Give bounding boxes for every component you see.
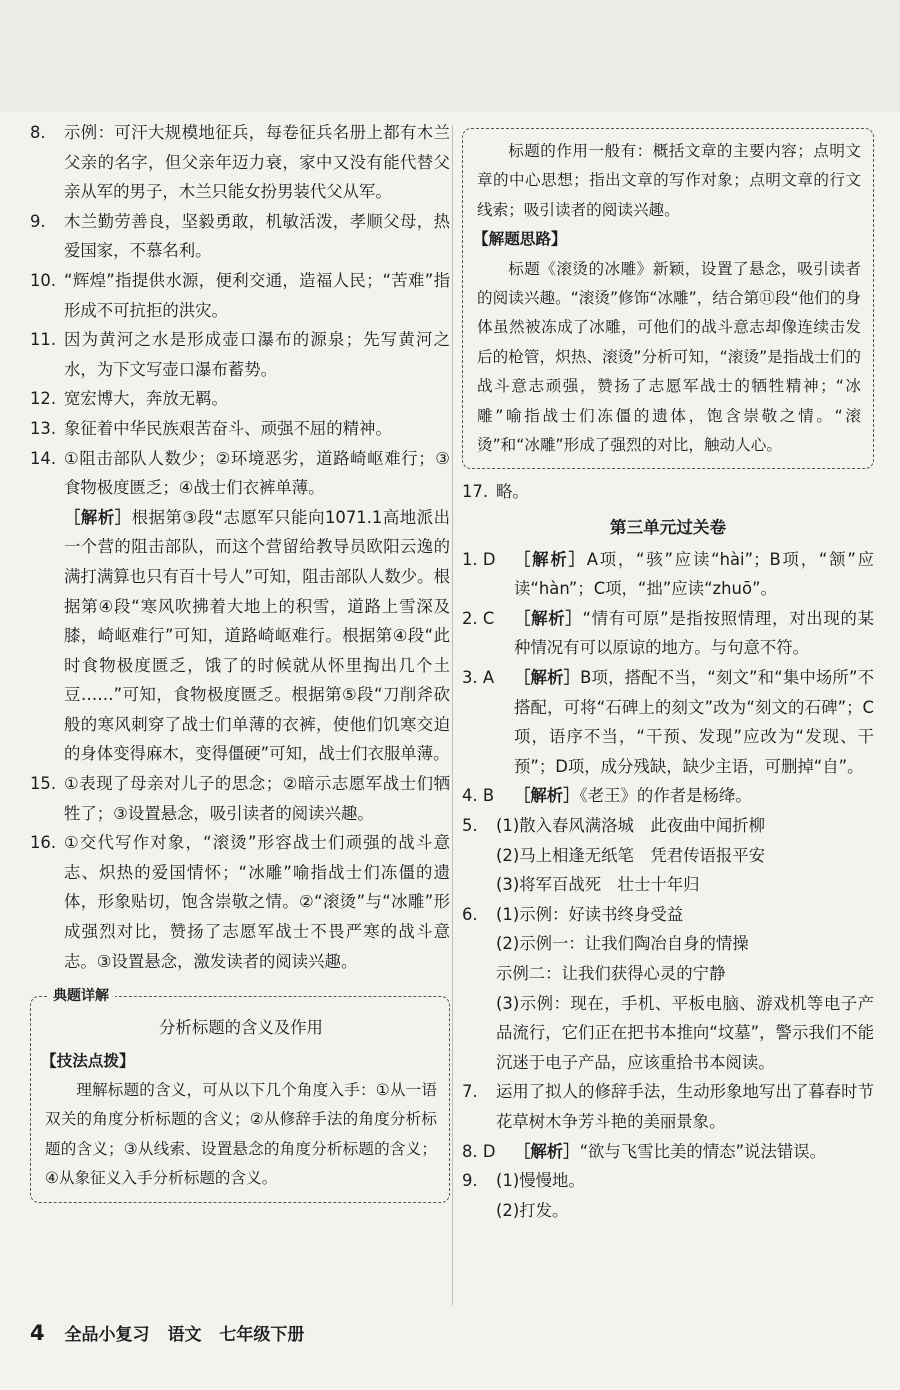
list-item: 9. (1)慢慢地。 [462, 1171, 585, 1191]
answer-line: (2)打发。 [496, 1200, 569, 1220]
analysis-14: ［解析］根据第③段“志愿军只能向1071.1高地派出一个营的阻击部队，而这个营留给教导员欧阳云逸的满打满算也只有百十号人”可知，阻击部队人数少。根据第④段“寒风吹拂着大地上的积雪，道路上雪深及膝，崎岖难行”可知，道路崎岖难行。根据第④段“此时食物极度匮乏，饿了的时候就从怀里掏出几个土豆……”可知，食物极度匮乏。根据第⑤段“刀削斧砍般的寒风刺穿了战士们单薄的衣裤，使他们饥寒交迫的身体变得麻木，变得僵硬”可知，战士们衣服单薄。 [64, 507, 450, 764]
example-box [30, 988, 450, 1202]
list-item: 6. (1)示例：好读书终身受益 [462, 904, 684, 924]
box-heading: 【解题思路】 [473, 230, 567, 249]
box-label: 典题详解 [47, 987, 115, 1005]
grade-name: 七年级下册 [219, 1325, 305, 1345]
page-footer [30, 1320, 316, 1345]
answer-line: (2)马上相逢无纸笔 凭君传语报平安 [496, 845, 766, 865]
answer-line: (2)示例一：让我们陶冶自身的情操 [496, 934, 749, 954]
left-column [30, 118, 450, 1211]
list-item: 17. 略。 [462, 482, 529, 502]
list-item: 7. 运用了拟人的修辞手法，生动形象地写出了暮春时节花草树木争芳斗艳的美丽景象。 [462, 1082, 874, 1131]
box-paragraph: 标题的作用一般有：概括文章的主要内容；点明文章的中心思想；指出文章的写作对象；点明文章的行文线索；吸引读者的阅读兴趣。 [477, 142, 861, 219]
list-item: 2. C ［解析］“情有可原”是指按照情理，对出现的某种情况有可以原谅的地方。与句意不符。 [462, 608, 875, 658]
section-title: 第三单元过关卷 [609, 518, 727, 538]
answer-line: (3)将军百战死 壮士十年归 [496, 875, 700, 895]
list-item: 5. (1)散入春风满洛城 此夜曲中闻折柳 [462, 816, 766, 835]
list-item: 10. “辉煌”指提供水源，便利交通，造福人民；“苦难”指形成不可抗拒的洪灾。 [30, 270, 450, 320]
list-item: 14. ①阻击部队人数少；②环境恶劣，道路崎岖难行；③食物极度匮乏；④战士们衣裤单薄。 [30, 448, 450, 498]
box-paragraph: 标题《滚烫的冰雕》新颖，设置了悬念，吸引读者的阅读兴趣。“滚烫”修饰“冰雕”，结合第⑪段“他们的身体虽然被冻成了冰雕，可他们的战斗意志却像连续击发后的枪管，炽热、滚烫”分析可知，“滚烫”是指战士们的战斗意志顽强，赞扬了志愿军战士的牺牲精神；“冰雕”喻指战士们冻僵的遗体，饱含崇敬之情。“滚烫”和“冰雕”形成了强烈的对比，触动人心。 [477, 259, 861, 455]
list-item: 8. D ［解析］“欲与飞雪比美的情态”说法错误。 [462, 1141, 827, 1161]
right-column [462, 118, 874, 1225]
page-number: 4 [30, 1321, 45, 1345]
list-item: 3. A ［解析］B项，搭配不当，“刻文”和“集中场所”不搭配，可将“石碑上的刻文”改为“刻文的石碑”；C项，语序不当，“干预、发现”应改为“发现、干预”；D项，成分残缺，缺少主语，可删掉“自”。 [462, 668, 875, 776]
list-item: 9. 木兰勤劳善良，坚毅勇敢，机敏活泼，孝顺父母，热爱国家，不慕名利。 [30, 211, 450, 261]
box-text: 理解标题的含义，可从以下几个角度入手：①从一语双关的角度分析标题的含义；②从修辞手法的角度分析标题的含义；③从线索、设置悬念的角度分析标题的含义；④从象征义入手分析标题的含义。 [45, 1081, 437, 1188]
column-divider [452, 125, 453, 1305]
list-item: 13. 象征着中华民族艰苦奋斗、顽强不屈的精神。 [30, 418, 392, 438]
list-item: 16. ①交代写作对象，“滚烫”形容战士们顽强的战斗意志、炽热的爱国情怀；“冰雕”喻指战士们冻僵的遗体，形象贴切，饱含崇敬之情。②“滚烫”与“冰雕”形成强烈对比，赞扬了志愿军战士不畏严寒的战斗意志。③设置悬念，激发读者的阅读兴趣。 [30, 833, 450, 971]
list-item: 1. D ［解析］A项，“骇”应读“hài”；B项，“颔”应读“hàn”；C项，“拙”应读“zhuō”。 [462, 549, 874, 599]
subject-name: 语文 [167, 1325, 202, 1345]
list-item: 4. B ［解析］《老王》的作者是杨绛。 [462, 786, 752, 806]
box-heading: 【技法点拨】 [41, 1051, 135, 1070]
top-margin [0, 0, 900, 112]
continued-box [462, 128, 874, 469]
list-item: 8. 示例：可汗大规模地征兵，每卷征兵名册上都有木兰父亲的名字，但父亲年迈力衰，家中又没有能代替父亲从军的男子，木兰只能女扮男装代父从军。 [30, 123, 450, 202]
box-title: 分析标题的含义及作用 [159, 1018, 323, 1038]
answer-line: (3)示例：现在，手机、平板电脑、游戏机等电子产品流行，它们正在把书本推向“坟墓”，警示我们不能沉迷于电子产品，应该重拾书本阅读。 [496, 993, 874, 1072]
list-item: 12. 宽宏博大，奔放无羁。 [30, 389, 228, 409]
series-name: 全品小复习 [64, 1325, 150, 1345]
answer-line: 示例二：让我们获得心灵的宁静 [496, 963, 726, 983]
list-item: 15. ①表现了母亲对儿子的思念；②暗示志愿军战士们牺牲了；③设置悬念，吸引读者的阅读兴趣。 [30, 774, 450, 823]
list-item: 11. 因为黄河之水是形成壶口瀑布的源泉；先写黄河之水，为下文写壶口瀑布蓄势。 [30, 330, 450, 379]
